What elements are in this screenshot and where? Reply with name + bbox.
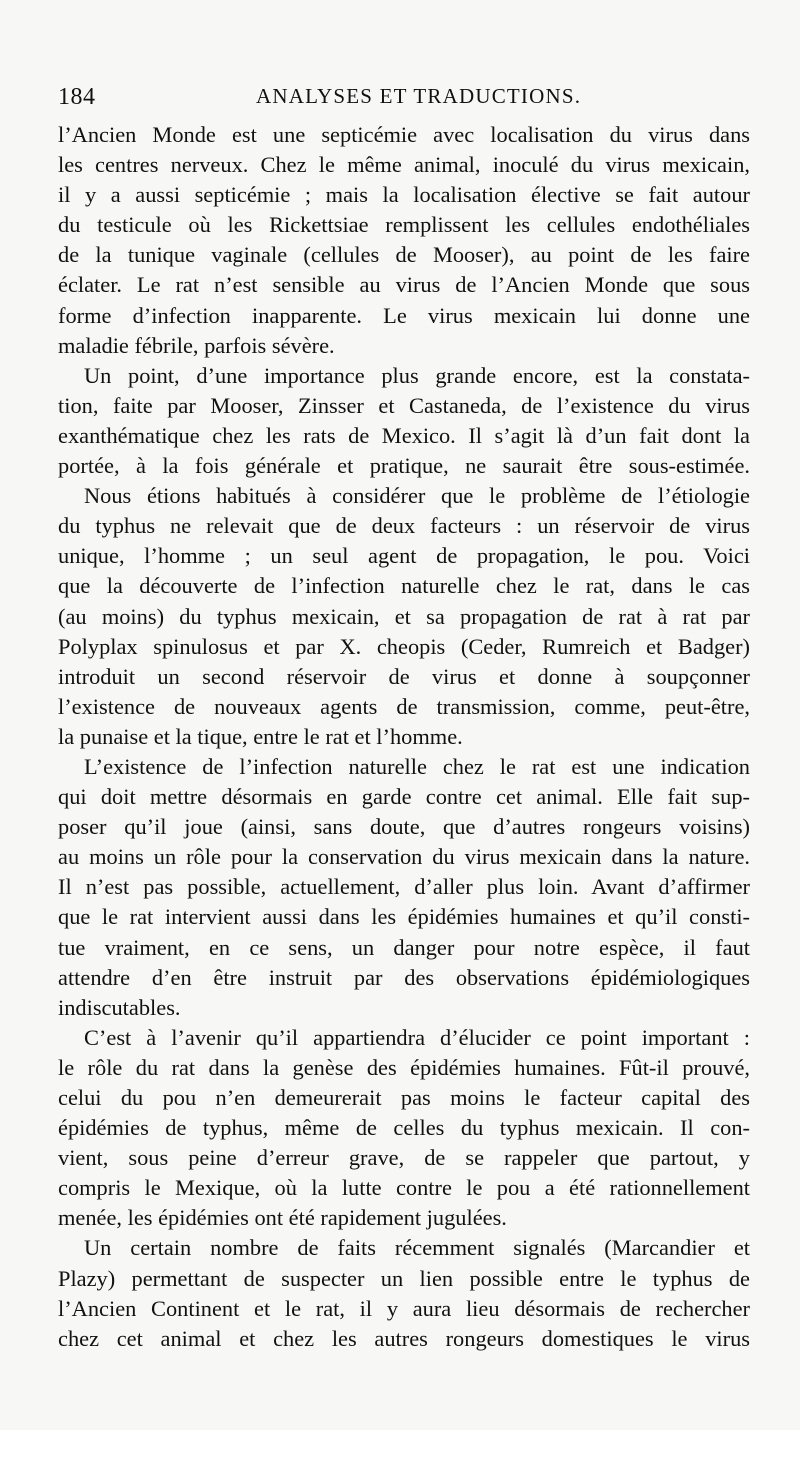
text-line: Un point, d’une importance plus grande encore, est la constata- [84, 362, 750, 388]
text-line: unique, l’homme ; un seul agent de propagation, le pou. Voici [58, 543, 750, 569]
text-line: au moins un rôle pour la conservation du virus mexicain dans la nature. [58, 844, 750, 870]
text-line: (au moins) du typhus mexicain, et sa propagation de rat à rat par [58, 603, 750, 629]
text-line: exanthématique chez les rats de Mexico. Il s’agit là d’un fait dont la [58, 422, 750, 448]
text-line: Un certain nombre de faits récemment signalés (Marcandier et [84, 1235, 750, 1261]
text-line: menée, les épidémies ont été rapidement jugulées. [58, 1205, 507, 1231]
text-line: L’existence de l’infection naturelle chez le rat est une indication [84, 753, 750, 779]
page-bottom-margin [0, 1430, 800, 1468]
text-line: vient, sous peine d’erreur grave, de se rappeler que partout, y [58, 1145, 750, 1171]
text-line: l’existence de nouveaux agents de transmission, comme, peut-être, [58, 693, 750, 719]
text-line: épidémies de typhus, même de celles du typhus mexicain. Il con- [58, 1115, 750, 1141]
text-line: Il n’est pas possible, actuellement, d’aller plus loin. Avant d’affirmer [58, 874, 750, 900]
text-line: maladie fébrile, parfois sévère. [58, 332, 335, 358]
text-line: l’Ancien Continent et le rat, il y aura lieu désormais de rechercher [58, 1295, 750, 1321]
page-number: 184 [58, 84, 96, 110]
text-line: compris le Mexique, où la lutte contre le pou a été rationnellement [58, 1175, 750, 1201]
text-line: tue vraiment, en ce sens, un danger pour notre espèce, il faut [58, 934, 750, 960]
text-line: que la découverte de l’infection naturelle chez le rat, dans le cas [58, 573, 750, 599]
text-line: il y a aussi septicémie ; mais la localisation élective se fait autour [58, 182, 750, 208]
text-line: tion, faite par Mooser, Zinsser et Castaneda, de l’existence du virus [58, 392, 750, 418]
text-line: que le rat intervient aussi dans les épidémies humaines et qu’il consti- [58, 904, 750, 930]
text-line: éclater. Le rat n’est sensible au virus de l’Ancien Monde que sous [58, 272, 750, 298]
text-line: qui doit mettre désormais en garde contre cet animal. Elle fait sup- [58, 784, 750, 810]
text-line: de la tunique vaginale (cellules de Mooser), au point de les faire [58, 242, 750, 268]
text-line: Plazy) permettant de suspecter un lien possible entre le typhus de [58, 1265, 750, 1291]
text-line: attendre d’en être instruit par des observations épidémiologiques [58, 964, 750, 990]
text-line: Nous étions habitués à considérer que le problème de l’étiologie [84, 483, 750, 509]
text-line: portée, à la fois générale et pratique, ne saurait être sous-estimée. [58, 453, 750, 479]
text-line: les centres nerveux. Chez le même animal, inoculé du virus mexicain, [58, 152, 750, 178]
text-line: indiscutables. [58, 994, 181, 1020]
text-line: chez cet animal et chez les autres rongeurs domestiques le virus [58, 1325, 750, 1351]
running-head: ANALYSES ET TRADUCTIONS. [256, 84, 582, 108]
body-text [58, 120, 750, 1354]
text-line: Polyplax spinulosus et par X. cheopis (Ceder, Rumreich et Badger) [58, 633, 750, 659]
text-line: forme d’infection inapparente. Le virus mexicain lui donne une [58, 302, 750, 328]
text-line: le rôle du rat dans la genèse des épidémies humaines. Fût-il prouvé, [58, 1054, 750, 1080]
text-line: introduit un second réservoir de virus et donne à soupçonner [58, 663, 750, 689]
text-line: du testicule où les Rickettsiae remplissent les cellules endothéliales [58, 212, 750, 238]
text-line: du typhus ne relevait que de deux facteurs : un réservoir de virus [58, 513, 750, 539]
page-header [58, 84, 758, 116]
text-line: C’est à l’avenir qu’il appartiendra d’élucider ce point important : [84, 1024, 750, 1050]
text-line: la punaise et la tique, entre le rat et l’homme. [58, 723, 463, 749]
text-line: l’Ancien Monde est une septicémie avec localisation du virus dans [58, 122, 750, 147]
text-line: celui du pou n’en demeurerait pas moins le facteur capital des [58, 1085, 750, 1110]
text-line: poser qu’il joue (ainsi, sans doute, que d’autres rongeurs voisins) [58, 814, 750, 840]
